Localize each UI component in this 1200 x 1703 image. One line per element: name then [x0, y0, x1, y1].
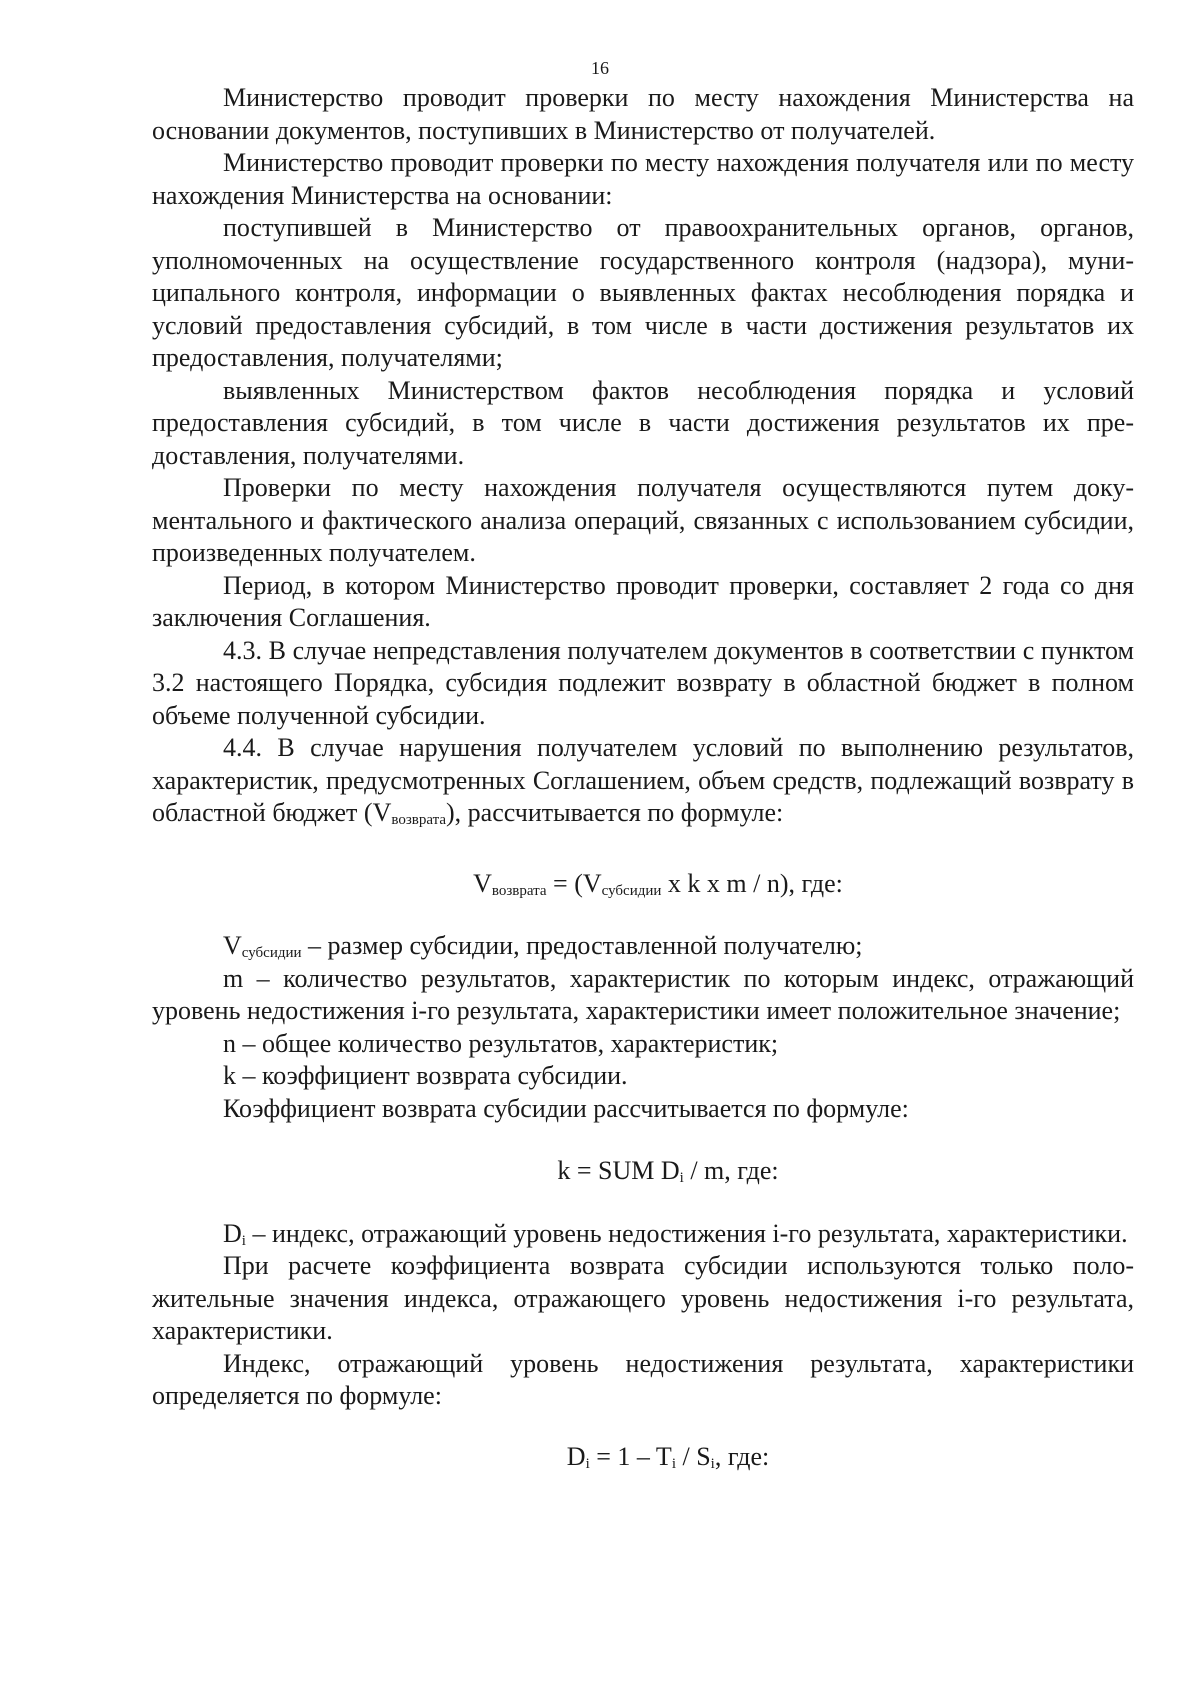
page-number: 16	[591, 58, 609, 78]
subscript: субсидии	[241, 945, 302, 961]
definition-text: – размер субсидии, предоставленной получателю;	[301, 931, 863, 960]
formula-k	[152, 1155, 1134, 1188]
formula-d	[152, 1441, 1134, 1474]
formula-var: V	[473, 868, 492, 898]
formula-v-return	[152, 868, 1134, 901]
paragraph-4-4-text: 4.4. В случае нарушения получателем условий по выполнению результатов, характеристик, предусмотренных Соглашением, объем средств, подлежащий возврату в областной бюджет (V	[152, 733, 1134, 827]
paragraph: Период, в котором Министерство проводит проверки, составляет 2 года со дня заключения Соглашения.	[152, 570, 1134, 632]
formula-part: x k x m / n), где:	[661, 868, 843, 898]
subscript: i	[671, 1455, 676, 1472]
formula-part: = 1 – T	[589, 1441, 672, 1471]
k-intro: Коэффициент возврата субсидии рассчитывается по формуле:	[223, 1093, 909, 1123]
definition-n: n – общее количество результатов, характеристик;	[223, 1028, 779, 1058]
formula-part: k = SUM D	[557, 1156, 680, 1185]
formula-var: V	[223, 931, 242, 960]
definition-d	[152, 1218, 1134, 1251]
formula-part: , где:	[714, 1441, 770, 1471]
definition-m: m – количество результатов, характеристик по которым индекс, отражающий уровень недостижения i-го результата, характеристики имеет положительное значение;	[152, 963, 1134, 1025]
paragraph-4-4	[152, 732, 1134, 830]
subscript: возврата	[491, 882, 547, 899]
paragraph: поступившей в Министерство от правоохранительных органов, органов, уполномоченных на осуществление государственного контроля (надзора), муниципального контроля, информации о выявленных фактах несоблюдения порядка и условий предоставления субсидий, в том числе в части достижения результатов их предоставления, получателями;	[152, 213, 1134, 372]
formula-part: = (V	[546, 868, 602, 898]
formula-var: D	[223, 1218, 242, 1248]
subscript: i	[679, 1170, 684, 1186]
formula-var: D	[566, 1441, 586, 1471]
subscript: i	[710, 1455, 715, 1472]
definition-v-subsidy	[152, 930, 1134, 963]
subscript: i	[241, 1232, 246, 1249]
paragraph-positive: При расчете коэффициента возврата субсидии используются только положительные значения индекса, отражающего уровень недостижения i-го результата, характеристики.	[152, 1251, 1134, 1345]
paragraph: выявленных Министерством фактов несоблюдения порядка и условий предоставления субсидий, в том числе в части достижения результатов их предоставления, получателями.	[152, 375, 1134, 470]
document-body	[152, 82, 1134, 1473]
paragraph: Проверки по месту нахождения получателя осуществляются путем документального и фактического анализа операций, связанных с использованием субсидии, произведенных получателем.	[152, 473, 1134, 567]
paragraph-index: Индекс, отражающий уровень недостижения результата, характеристики определяется по формуле:	[152, 1348, 1134, 1410]
paragraph-4-4-tail: ), рассчитывается по формуле:	[446, 798, 784, 827]
paragraph: Министерство проводит проверки по месту нахождения получателя или по месту нахождения Министерства на основании:	[152, 148, 1134, 210]
subscript: i	[585, 1455, 590, 1472]
paragraph: Министерство проводит проверки по месту нахождения Министерства на основании документов, поступивших в Министерство от получателей.	[152, 83, 1134, 145]
definition-k: k – коэффициент возврата субсидии.	[223, 1061, 628, 1090]
formula-part: / m, где:	[683, 1156, 779, 1185]
formula-part: / S	[675, 1441, 711, 1471]
definition-text: – индекс, отражающий уровень недостижения i-го результата, характеристики.	[245, 1218, 1128, 1248]
subscript: субсидии	[601, 882, 662, 899]
subscript: возврата	[391, 812, 447, 828]
paragraph: 4.3. В случае непредставления получателем документов в соответствии с пунктом 3.2 настоящего Порядка, субсидия подлежит возврату в областной бюджет в полном объеме полученной субсидии.	[152, 635, 1134, 730]
